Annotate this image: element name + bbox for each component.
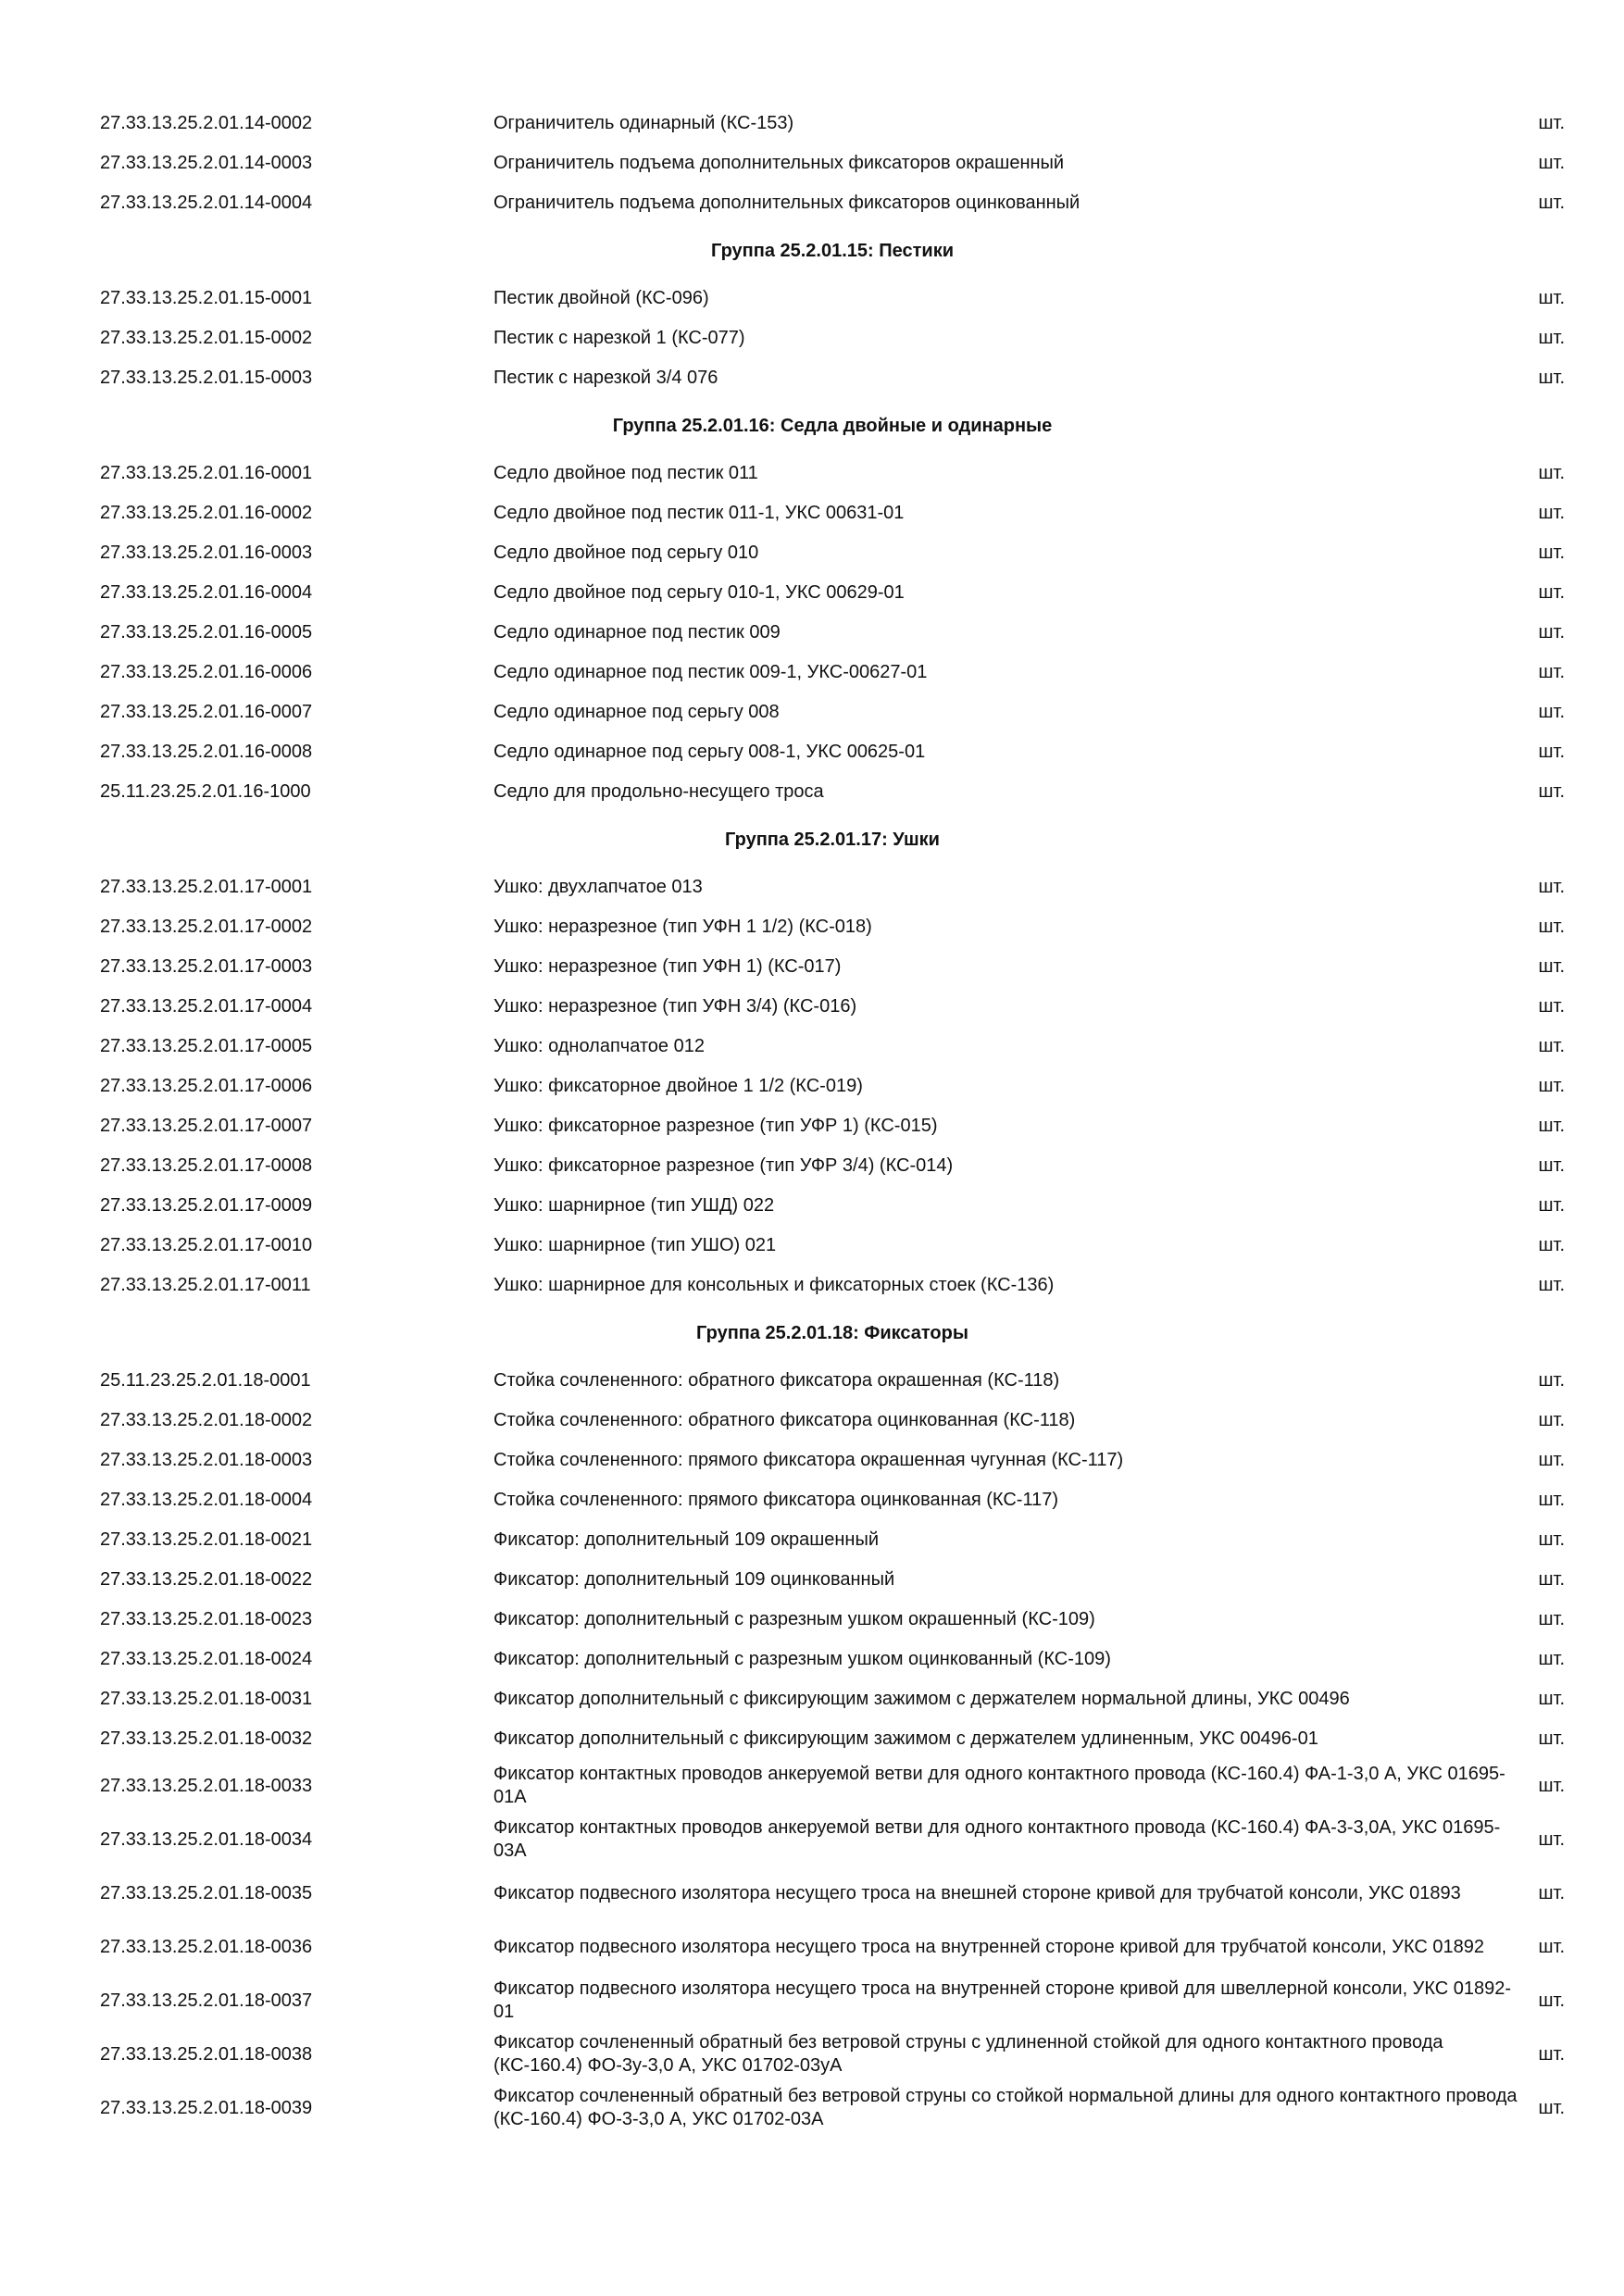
item-name: Ушко: шарнирное (тип УШД) 022 (493, 1195, 775, 1216)
item-code: 27.33.13.25.2.01.17-0005 (100, 1036, 313, 1056)
table-row (100, 1361, 1565, 1401)
table-row (100, 1719, 1565, 1759)
item-name: Седло двойное под пестик 011-1, УКС 00631-01 (493, 503, 905, 523)
item-unit: шт. (1538, 368, 1565, 388)
item-code: 27.33.13.25.2.01.18-0039 (100, 2097, 313, 2118)
item-code: 27.33.13.25.2.01.18-0003 (100, 1450, 313, 1470)
table-row (100, 732, 1565, 772)
item-code: 27.33.13.25.2.01.17-0001 (100, 877, 313, 897)
item-code: 27.33.13.25.2.01.15-0002 (100, 328, 313, 348)
item-name: Фиксатор контактных проводов анкеруемой ветви для одного контактного провода (КС-160.4) ФА-1-3,0 А, УКС 01695-01А (493, 1764, 1505, 1807)
item-name: Седло для продольно-несущего троса (493, 781, 824, 802)
group-heading: Группа 25.2.01.18: Фиксаторы (696, 1322, 968, 1343)
item-name: Седло двойное под серьгу 010-1, УКС 00629-01 (493, 582, 905, 603)
item-code: 27.33.13.25.2.01.18-0033 (100, 1775, 313, 1796)
item-code: 25.11.23.25.2.01.18-0001 (100, 1370, 311, 1391)
item-code: 27.33.13.25.2.01.16-0002 (100, 503, 313, 523)
item-unit: шт. (1538, 1076, 1565, 1096)
table-row (100, 1560, 1565, 1600)
item-name: Фиксатор дополнительный с фиксирующим зажимом с держателем удлиненным, УКС 00496-01 (493, 1728, 1318, 1749)
table-row (100, 1920, 1565, 1974)
item-code: 27.33.13.25.2.01.18-0023 (100, 1609, 313, 1629)
item-name: Ушко: неразрезное (тип УФН 3/4) (КС-016) (493, 996, 857, 1017)
item-name: Ушко: двухлапчатое 013 (493, 877, 703, 897)
item-code: 27.33.13.25.2.01.18-0021 (100, 1529, 313, 1550)
item-name: Фиксатор: дополнительный с разрезным ушком оцинкованный (КС-109) (493, 1649, 1111, 1669)
item-code: 27.33.13.25.2.01.18-0024 (100, 1649, 313, 1669)
table-row (100, 1974, 1565, 2028)
item-name: Пестик с нарезкой 3/4 076 (493, 368, 718, 388)
item-name: Ограничитель подъема дополнительных фиксаторов оцинкованный (493, 193, 1081, 213)
table-row (100, 1401, 1565, 1441)
item-name: Ушко: фиксаторное двойное 1 1/2 (КС-019) (493, 1076, 863, 1096)
item-code: 27.33.13.25.2.01.18-0032 (100, 1728, 313, 1749)
item-unit: шт. (1538, 956, 1565, 977)
item-name: Фиксатор подвесного изолятора несущего троса на внутренней стороне кривой для трубчатой консоли, УКС 01892 (493, 1936, 1484, 1957)
item-code: 27.33.13.25.2.01.18-0002 (100, 1410, 313, 1430)
item-unit: шт. (1538, 1036, 1565, 1056)
item-name: Ушко: фиксаторное разрезное (тип УФР 3/4) (КС-014) (493, 1155, 954, 1176)
item-name: Фиксатор: дополнительный 109 оцинкованный (493, 1569, 895, 1590)
table-row (100, 493, 1565, 533)
item-name: Ушко: шарнирное (тип УШО) 021 (493, 1235, 777, 1255)
table-row (100, 2028, 1565, 2081)
item-unit: шт. (1538, 1990, 1565, 2011)
table-row (100, 1266, 1565, 1305)
item-name: Седло одинарное под пестик 009-1, УКС-00627-01 (493, 662, 928, 682)
item-name: Ушко: неразрезное (тип УФН 1) (КС-017) (493, 956, 842, 977)
item-code: 27.33.13.25.2.01.16-0003 (100, 543, 313, 563)
item-name: Стойка сочлененного: прямого фиксатора оцинкованная (КС-117) (493, 1490, 1058, 1510)
table-row (100, 907, 1565, 947)
item-unit: шт. (1538, 1410, 1565, 1430)
table-row (100, 1480, 1565, 1520)
item-name: Пестик двойной (КС-096) (493, 288, 709, 308)
item-code: 27.33.13.25.2.01.18-0037 (100, 1990, 313, 2011)
item-name: Фиксатор подвесного изолятора несущего троса на внутренней стороне кривой для швеллерной консоли, УКС 01892-01 (493, 1978, 1512, 2022)
item-name: Седло одинарное под серьгу 008 (493, 702, 780, 722)
table-row (100, 533, 1565, 573)
item-name: Седло одинарное под пестик 009 (493, 622, 781, 643)
item-code: 27.33.13.25.2.01.17-0007 (100, 1116, 313, 1136)
item-code: 27.33.13.25.2.01.15-0003 (100, 368, 313, 388)
item-unit: шт. (1538, 328, 1565, 348)
table-row (100, 1106, 1565, 1146)
item-name: Стойка сочлененного: обратного фиксатора оцинкованная (КС-118) (493, 1410, 1076, 1430)
item-unit: шт. (1538, 582, 1565, 603)
item-unit: шт. (1538, 742, 1565, 762)
item-unit: шт. (1538, 1370, 1565, 1391)
item-code: 27.33.13.25.2.01.17-0011 (100, 1275, 311, 1295)
item-code: 27.33.13.25.2.01.18-0036 (100, 1936, 313, 1957)
table-row (100, 693, 1565, 732)
item-unit: шт. (1538, 622, 1565, 643)
item-name: Ушко: однолапчатое 012 (493, 1036, 705, 1056)
table-row (100, 358, 1565, 398)
item-unit: шт. (1538, 1450, 1565, 1470)
item-name: Седло одинарное под серьгу 008-1, УКС 00625-01 (493, 742, 926, 762)
table-row (100, 454, 1565, 493)
item-code: 27.33.13.25.2.01.14-0002 (100, 113, 313, 133)
table-row (100, 613, 1565, 653)
table-row (100, 1146, 1565, 1186)
item-code: 27.33.13.25.2.01.17-0003 (100, 956, 313, 977)
item-unit: шт. (1538, 2097, 1565, 2118)
item-name: Фиксатор: дополнительный с разрезным ушком окрашенный (КС-109) (493, 1609, 1095, 1629)
table-row (100, 1600, 1565, 1640)
item-unit: шт. (1538, 917, 1565, 937)
item-unit: шт. (1538, 2043, 1565, 2065)
table-row (100, 1520, 1565, 1560)
group-heading: Группа 25.2.01.17: Ушки (725, 829, 940, 850)
item-code: 27.33.13.25.2.01.18-0038 (100, 2043, 313, 2065)
table-row (100, 1759, 1565, 1813)
table-row (100, 279, 1565, 318)
table-row (100, 987, 1565, 1027)
item-unit: шт. (1538, 113, 1565, 133)
item-name: Фиксатор сочлененный обратный без ветровой струны с удлиненной стойкой для одного контактного провода (КС-160.4) ФО-3у-3,0 А, УКС 01702-03уА (493, 2032, 1443, 2076)
item-unit: шт. (1538, 1828, 1565, 1850)
group-heading: Группа 25.2.01.15: Пестики (711, 240, 954, 261)
item-unit: шт. (1538, 996, 1565, 1017)
item-unit: шт. (1538, 702, 1565, 722)
table-row (100, 947, 1565, 987)
item-unit: шт. (1538, 1529, 1565, 1550)
table-row (100, 1813, 1565, 1866)
item-code: 27.33.13.25.2.01.15-0001 (100, 288, 313, 308)
item-code: 27.33.13.25.2.01.18-0031 (100, 1689, 313, 1709)
item-code: 25.11.23.25.2.01.16-1000 (100, 781, 311, 802)
item-unit: шт. (1538, 463, 1565, 483)
item-name: Стойка сочлененного: обратного фиксатора окрашенная (КС-118) (493, 1370, 1060, 1391)
item-unit: шт. (1538, 877, 1565, 897)
item-unit: шт. (1538, 288, 1565, 308)
item-unit: шт. (1538, 1609, 1565, 1629)
item-unit: шт. (1538, 503, 1565, 523)
table-row (100, 1640, 1565, 1679)
item-code: 27.33.13.25.2.01.14-0004 (100, 193, 313, 213)
item-unit: шт. (1538, 781, 1565, 802)
item-code: 27.33.13.25.2.01.18-0004 (100, 1490, 313, 1510)
item-name: Фиксатор сочлененный обратный без ветровой струны со стойкой нормальной длины для одного контактного провода (КС-160.4) ФО-3-3,0 А, УКС 01702-03А (493, 2086, 1518, 2129)
item-name: Ограничитель одинарный (КС-153) (493, 113, 794, 133)
item-unit: шт. (1538, 193, 1565, 213)
table-row (100, 2081, 1565, 2135)
item-code: 27.33.13.25.2.01.17-0004 (100, 996, 313, 1017)
table-row (100, 1441, 1565, 1480)
table-row (100, 1186, 1565, 1226)
item-code: 27.33.13.25.2.01.16-0008 (100, 742, 313, 762)
table-row (100, 318, 1565, 358)
table-row (100, 1226, 1565, 1266)
item-unit: шт. (1538, 1882, 1565, 1903)
item-unit: шт. (1538, 543, 1565, 563)
table-row (100, 1027, 1565, 1067)
price-list-table (100, 104, 1565, 2135)
item-unit: шт. (1538, 1775, 1565, 1796)
item-name: Седло двойное под серьгу 010 (493, 543, 759, 563)
item-name: Фиксатор контактных проводов анкеруемой ветви для одного контактного провода (КС-160.4) ФА-3-3,0А, УКС 01695-03А (493, 1817, 1501, 1861)
item-code: 27.33.13.25.2.01.16-0004 (100, 582, 313, 603)
item-unit: шт. (1538, 153, 1565, 173)
item-code: 27.33.13.25.2.01.16-0007 (100, 702, 313, 722)
item-name: Стойка сочлененного: прямого фиксатора окрашенная чугунная (КС-117) (493, 1450, 1124, 1470)
item-name: Седло двойное под пестик 011 (493, 463, 758, 483)
item-code: 27.33.13.25.2.01.16-0001 (100, 463, 313, 483)
item-code: 27.33.13.25.2.01.18-0035 (100, 1882, 313, 1903)
item-unit: шт. (1538, 1195, 1565, 1216)
item-unit: шт. (1538, 1689, 1565, 1709)
item-name: Фиксатор подвесного изолятора несущего троса на внешней стороне кривой для трубчатой консоли, УКС 01893 (493, 1882, 1461, 1903)
table-row (100, 104, 1565, 144)
item-unit: шт. (1538, 662, 1565, 682)
item-name: Фиксатор дополнительный с фиксирующим зажимом с держателем нормальной длины, УКС 00496 (493, 1689, 1350, 1709)
item-name: Ушко: фиксаторное разрезное (тип УФР 1) (КС-015) (493, 1116, 938, 1136)
item-code: 27.33.13.25.2.01.18-0034 (100, 1828, 313, 1850)
item-code: 27.33.13.25.2.01.17-0002 (100, 917, 313, 937)
item-code: 27.33.13.25.2.01.18-0022 (100, 1569, 313, 1590)
table-row (100, 183, 1565, 223)
item-name: Ушко: неразрезное (тип УФН 1 1/2) (КС-018) (493, 917, 872, 937)
table-row (100, 1866, 1565, 1920)
table-row (100, 1679, 1565, 1719)
item-name: Пестик с нарезкой 1 (КС-077) (493, 328, 745, 348)
item-name: Ограничитель подъема дополнительных фиксаторов окрашенный (493, 153, 1065, 173)
item-unit: шт. (1538, 1728, 1565, 1749)
group-heading: Группа 25.2.01.16: Седла двойные и одинарные (612, 415, 1053, 436)
item-code: 27.33.13.25.2.01.17-0006 (100, 1076, 313, 1096)
table-row (100, 867, 1565, 907)
item-unit: шт. (1538, 1490, 1565, 1510)
item-code: 27.33.13.25.2.01.14-0003 (100, 153, 313, 173)
item-unit: шт. (1538, 1275, 1565, 1295)
item-code: 27.33.13.25.2.01.17-0008 (100, 1155, 313, 1176)
item-unit: шт. (1538, 1155, 1565, 1176)
item-code: 27.33.13.25.2.01.16-0006 (100, 662, 313, 682)
table-row (100, 772, 1565, 812)
table-row (100, 653, 1565, 693)
item-unit: шт. (1538, 1569, 1565, 1590)
item-name: Ушко: шарнирное для консольных и фиксаторных стоек (КС-136) (493, 1275, 1055, 1295)
item-code: 27.33.13.25.2.01.16-0005 (100, 622, 313, 643)
table-row (100, 144, 1565, 183)
item-unit: шт. (1538, 1936, 1565, 1957)
item-code: 27.33.13.25.2.01.17-0010 (100, 1235, 313, 1255)
item-unit: шт. (1538, 1116, 1565, 1136)
item-name: Фиксатор: дополнительный 109 окрашенный (493, 1529, 880, 1550)
table-row (100, 573, 1565, 613)
item-unit: шт. (1538, 1235, 1565, 1255)
table-row (100, 1067, 1565, 1106)
item-code: 27.33.13.25.2.01.17-0009 (100, 1195, 313, 1216)
item-unit: шт. (1538, 1649, 1565, 1669)
